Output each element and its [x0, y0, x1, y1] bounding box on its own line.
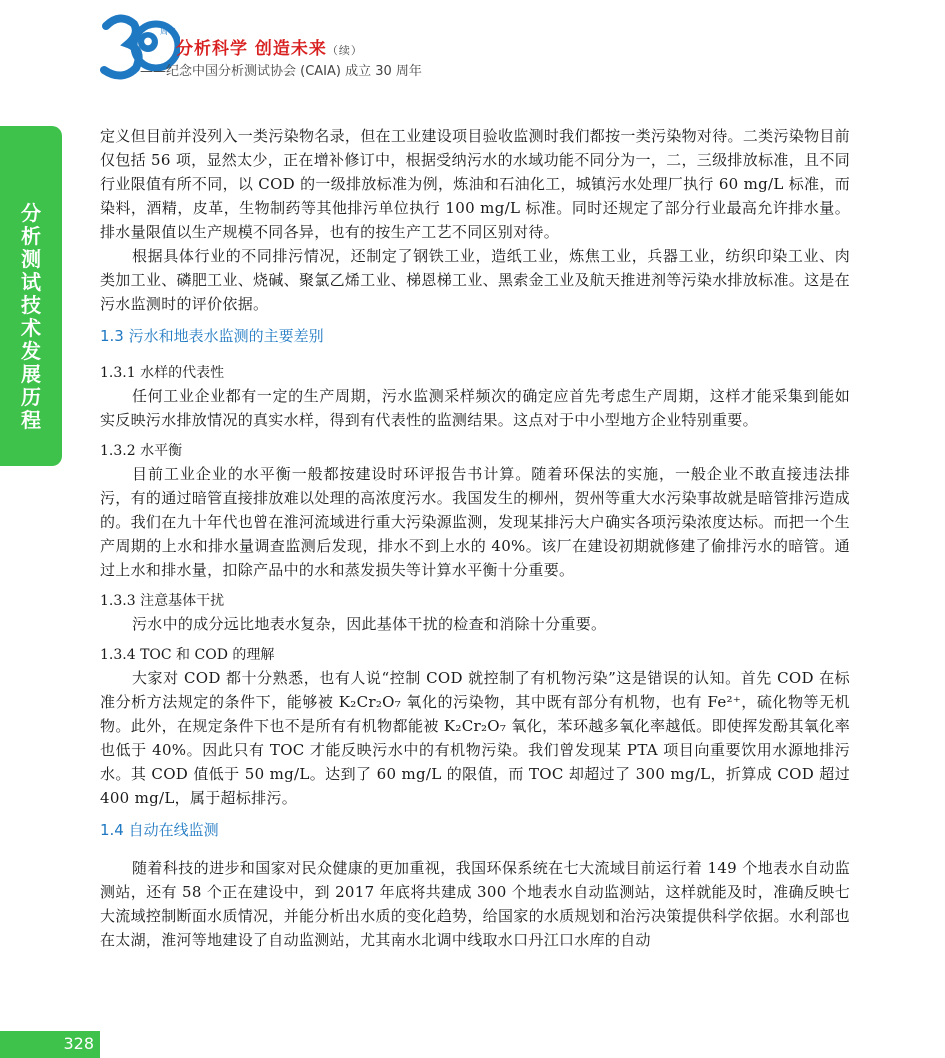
slogan-continued: （续） [326, 44, 363, 57]
header-subtitle: ——纪念中国分析测试协会 (CAIA) 成立 30 周年 [140, 64, 422, 79]
chapter-side-tab [0, 126, 62, 466]
subsection-heading-1-3-2: 1.3.2 水平衡 [100, 443, 183, 459]
section-heading-1-3: 1.3 污水和地表水监测的主要差别 [100, 327, 324, 345]
logo-anniversary-label: 周年 [160, 27, 176, 36]
section-heading-1-4: 1.4 自动在线监测 [100, 821, 219, 839]
page-number-box [0, 1031, 100, 1058]
ion-formula: Fe²⁺ [707, 693, 742, 711]
paragraph-4: 目前工业企业的水平衡一般都按建设时环评报告书计算。随着环保法的实施，一般企业不敢直接违法排污，有的通过暗管直接排放难以处理的高浓度污水。我国发生的柳州，贺州等重大水污染事故就是暗管排污造成的。我们在九十年代也曾在淮河流域进行重大污染源监测，发现某排污大户确实各项污染浓度达标。而把一个生产周期的上水和排水量调查监测后发现，排水不到上水的 40%。该厂在建设初期就修建了偷排污水的暗管。通过上水和排水量，扣除产品中的水和蒸发损失等计算水平衡十分重要。 [100, 465, 850, 579]
page-header [100, 12, 600, 82]
chemical-formula-2: K₂Cr₂O₇ [443, 717, 507, 735]
paragraph-3: 任何工业企业都有一定的生产周期，污水监测采样频次的确定应首先考虑生产周期，这样才能采集到能如实反映污水排放情况的真实水样，得到有代表性的监测结果。这点对于中小型地方企业特别重要。 [100, 387, 850, 429]
slogan-text: 分析科学 创造未来 [176, 39, 327, 59]
paragraph-6-part-b: 氧化的污染物，其中既有部分有机物，也有 [401, 693, 708, 711]
subsection-heading-1-3-3: 1.3.3 注意基体干扰 [100, 593, 225, 609]
paragraph-6-part-d: 氧化，苯环越多氧化率越低。即使挥发酚其氧化率也低于 40%。因此只有 TOC 才能反映污水中的有机物污染。我们曾发现某 PTA 项目向重要饮用水源地排污水。其 COD 值低于 50 mg/L。达到了 60 mg/L 的限值，而 TOC 却超过了 300 mg/L，折算成 COD 超过 400 mg/L，属于超标排污。 [100, 717, 851, 807]
chapter-side-tab-label: 分析测试技术发展历程 [21, 201, 41, 432]
subsection-heading-1-3-4: 1.3.4 TOC 和 COD 的理解 [100, 647, 275, 663]
subsection-heading-1-3-1: 1.3.1 水样的代表性 [100, 365, 225, 381]
page-body [100, 124, 850, 952]
paragraph-5: 污水中的成分远比地表水复杂，因此基体干扰的检查和消除十分重要。 [132, 615, 607, 633]
chemical-formula-1: K₂Cr₂O₇ [338, 693, 402, 711]
page-number: 328 [63, 1034, 94, 1053]
header-slogan [176, 34, 363, 59]
paragraph-6-part-c: ，硫化物等无机物。此外，在规定条件下也不是所有有机物都能被 [100, 693, 850, 735]
paragraph-1: 定义但目前并没列入一类污染物名录，但在工业建设项目验收监测时我们都按一类污染物对待。二类污染物目前仅包括 56 项，显然太少，正在增补修订中，根据受纳污水的水域功能不同分为一，二，三级排放标准，且不同行业限值有所不同，以 COD 的一级排放标准为例，炼油和石油化工，城镇污水处理厂执行 60 mg/L 标准，而染料，酒精，皮革，生物制药等其他排污单位执行 100 mg/L 标准。同时还规定了部分行业最高允许排水量。排水量限值以生产规模不同各异，也有的按生产工艺不同区别对待。 [100, 127, 850, 241]
paragraph-2: 根据具体行业的不同排污情况，还制定了钢铁工业，造纸工业，炼焦工业，兵器工业，纺织印染工业、肉类加工业、磷肥工业、烧碱、聚氯乙烯工业、梯恩梯工业、黑索金工业及航天推进剂等污染水排放标准。这是在污水监测时的评价依据。 [100, 247, 850, 313]
paragraph-6-part-a: 大家对 COD 都十分熟悉，也有人说“控制 COD 就控制了有机物污染”这是错误的认知。首先 COD 在标准分析方法规定的条件下，能够被 [100, 669, 850, 711]
paragraph-6 [100, 666, 850, 810]
logo-emblem-icon: ● [138, 32, 158, 52]
paragraph-7: 随着科技的进步和国家对民众健康的更加重视，我国环保系统在七大流域目前运行着 149 个地表水自动监测站，还有 58 个正在建设中，到 2017 年底将共建成 300 个地表水自动监测站，这样就能及时，准确反映七大流域控制断面水质情况，并能分析出水质的变化趋势，给国家的水质规划和治污决策提供科学依据。水利部也在太湖，淮河等地建设了自动监测站，尤其南水北调中线取水口丹江口水库的自动 [100, 859, 850, 949]
